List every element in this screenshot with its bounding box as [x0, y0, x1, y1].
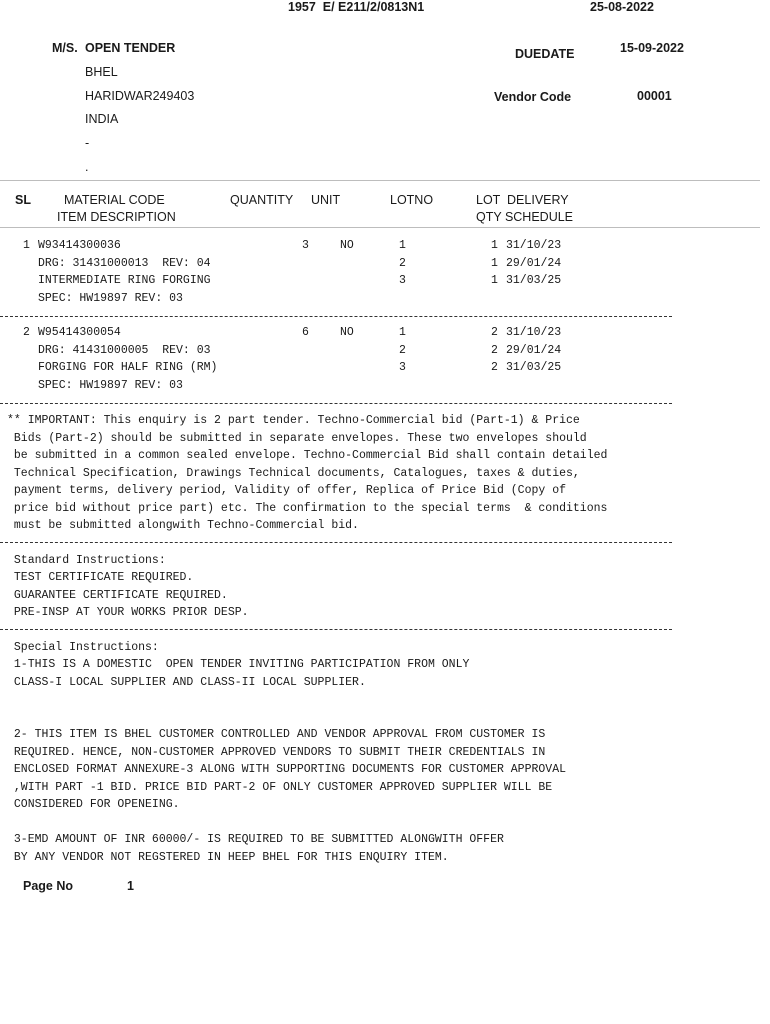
- address-line: -: [85, 136, 90, 150]
- lot-number: 3: [399, 361, 406, 374]
- instruction-line: Special Instructions:: [7, 641, 159, 654]
- item-description: FORGING FOR HALF RING (RM): [38, 361, 218, 374]
- lot-qty: 2: [491, 344, 498, 357]
- page-number: 1: [127, 879, 134, 893]
- item-quantity: 3: [302, 239, 309, 252]
- row-separator: [0, 316, 672, 317]
- col-lot-delivery: LOT DELIVERY: [476, 193, 569, 207]
- instruction-line: TEST CERTIFICATE REQUIRED.: [7, 571, 194, 584]
- lot-delivery-date: 31/10/23: [506, 239, 562, 252]
- note-line: be submitted in a common sealed envelope. Techno-Commercial Bid shall contain detailed: [7, 449, 608, 462]
- item-unit: NO: [340, 326, 354, 339]
- lot-qty: 1: [491, 239, 498, 252]
- item-unit: NO: [340, 239, 354, 252]
- item-spec: SPEC: HW19897 REV: 03: [38, 379, 183, 392]
- address-line: .: [85, 160, 89, 174]
- section-separator: [0, 629, 672, 630]
- instruction-line: GUARANTEE CERTIFICATE REQUIRED.: [7, 589, 228, 602]
- lot-number: 1: [399, 239, 406, 252]
- lot-delivery-date: 29/01/24: [506, 344, 562, 357]
- col-item-description: ITEM DESCRIPTION: [57, 210, 176, 224]
- lot-delivery-date: 31/03/25: [506, 361, 562, 374]
- col-unit: UNIT: [311, 193, 341, 207]
- address-line: HARIDWAR249403: [85, 89, 195, 103]
- instruction-line: CONSIDERED FOR OPENEING.: [7, 798, 180, 811]
- note-line: payment terms, delivery period, Validity of offer, Replica of Price Bid (Copy of: [7, 484, 566, 497]
- vendor-code-value: 00001: [637, 89, 672, 103]
- lot-qty: 1: [491, 257, 498, 270]
- lot-qty: 2: [491, 326, 498, 339]
- item-drawing: DRG: 41431000005 REV: 03: [38, 344, 211, 357]
- instruction-line: BY ANY VENDOR NOT REGSTERED IN HEEP BHEL FOR THIS ENQUIRY ITEM.: [7, 851, 449, 864]
- instruction-line: 1-THIS IS A DOMESTIC OPEN TENDER INVITING PARTICIPATION FROM ONLY: [7, 658, 470, 671]
- item-drawing: DRG: 31431000013 REV: 04: [38, 257, 211, 270]
- instruction-line: CLASS-I LOCAL SUPPLIER AND CLASS-II LOCAL SUPPLIER.: [7, 676, 366, 689]
- table-header-separator: [0, 227, 760, 228]
- lot-number: 2: [399, 344, 406, 357]
- address-line: BHEL: [85, 65, 118, 79]
- item-material-code: W95414300054: [38, 326, 121, 339]
- item-description: INTERMEDIATE RING FORGING: [38, 274, 211, 287]
- col-quantity: QUANTITY: [230, 193, 294, 207]
- instruction-line: PRE-INSP AT YOUR WORKS PRIOR DESP.: [7, 606, 249, 619]
- lot-qty: 2: [491, 361, 498, 374]
- item-quantity: 6: [302, 326, 309, 339]
- lot-number: 2: [399, 257, 406, 270]
- note-line: must be submitted alongwith Techno-Commercial bid.: [7, 519, 359, 532]
- due-date-label: DUEDATE: [515, 47, 575, 61]
- lot-qty: 1: [491, 274, 498, 287]
- col-sl: SL: [15, 193, 31, 207]
- lot-delivery-date: 29/01/24: [506, 257, 562, 270]
- page-number-label: Page No: [23, 879, 74, 893]
- item-sl: 2: [23, 326, 30, 339]
- note-line: Technical Specification, Drawings Technical documents, Catalogues, taxes & duties,: [7, 467, 580, 480]
- item-sl: 1: [23, 239, 30, 252]
- col-lotno: LOTNO: [390, 193, 434, 207]
- lot-delivery-date: 31/03/25: [506, 274, 562, 287]
- note-line: Bids (Part-2) should be submitted in separate envelopes. These two envelopes should: [7, 432, 587, 445]
- item-spec: SPEC: HW19897 REV: 03: [38, 292, 183, 305]
- lot-number: 1: [399, 326, 406, 339]
- header-separator: [0, 180, 760, 181]
- instruction-line: ,WITH PART -1 BID. PRICE BID PART-2 OF ONLY CUSTOMER APPROVED SUPPLIER WILL BE: [7, 781, 553, 794]
- note-line: ** IMPORTANT: This enquiry is 2 part tender. Techno-Commercial bid (Part-1) & Price: [7, 414, 580, 427]
- due-date-value: 15-09-2022: [620, 41, 684, 55]
- lot-delivery-date: 31/10/23: [506, 326, 562, 339]
- note-line: price bid without price part) etc. The confirmation to the special terms & conditions: [7, 502, 608, 515]
- instruction-line: ENCLOSED FORMAT ANNEXURE-3 ALONG WITH SUPPORTING DOCUMENTS FOR CUSTOMER APPROVAL: [7, 763, 566, 776]
- address-name: OPEN TENDER: [85, 41, 176, 55]
- instruction-line: 2- THIS ITEM IS BHEL CUSTOMER CONTROLLED AND VENDOR APPROVAL FROM CUSTOMER IS: [7, 728, 546, 741]
- row-separator: [0, 403, 672, 404]
- col-material-code: MATERIAL CODE: [64, 193, 165, 207]
- section-separator: [0, 542, 672, 543]
- col-qty-schedule: QTY SCHEDULE: [476, 210, 574, 224]
- item-material-code: W93414300036: [38, 239, 121, 252]
- instruction-line: REQUIRED. HENCE, NON-CUSTOMER APPROVED VENDORS TO SUBMIT THEIR CREDENTIALS IN: [7, 746, 546, 759]
- enquiry-date: 25-08-2022: [590, 0, 654, 14]
- address-line: INDIA: [85, 112, 119, 126]
- ms-label: M/S.: [52, 41, 78, 55]
- vendor-code-label: Vendor Code: [494, 90, 572, 104]
- lot-number: 3: [399, 274, 406, 287]
- instruction-line: 3-EMD AMOUNT OF INR 60000/- IS REQUIRED TO BE SUBMITTED ALONGWITH OFFER: [7, 833, 504, 846]
- enquiry-reference: 1957 E/ E211/2/0813N1: [288, 0, 425, 14]
- instruction-line: Standard Instructions:: [7, 554, 166, 567]
